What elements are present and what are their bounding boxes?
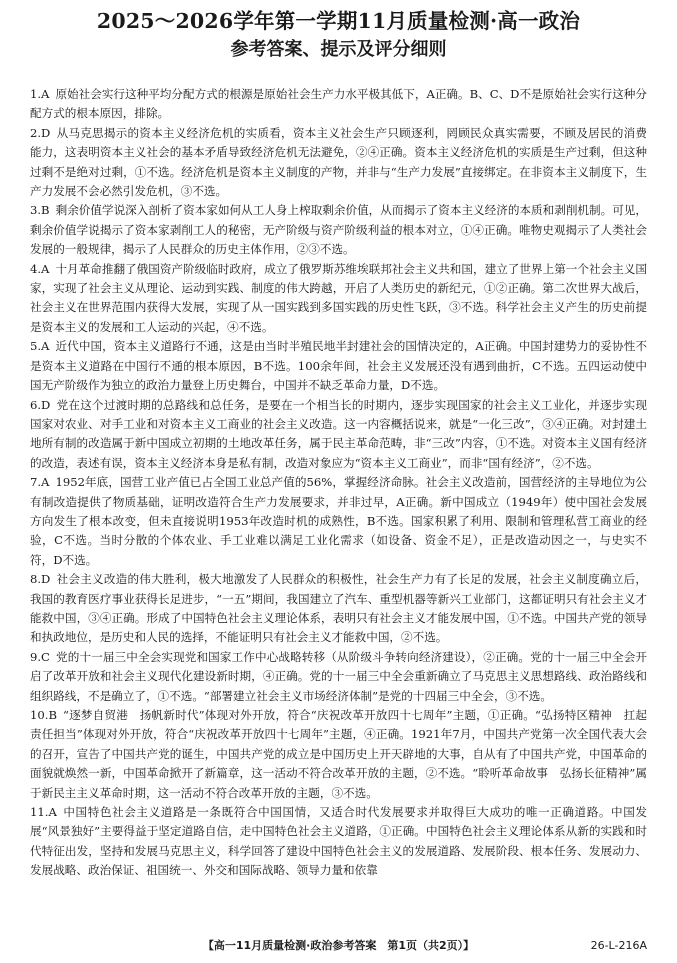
answer-item-6 (30, 396, 647, 474)
answer-item-5 (30, 337, 647, 395)
answer-item-7 (30, 473, 647, 570)
answer-item-1 (30, 85, 647, 124)
answer-item-2 (30, 124, 647, 202)
answer-item-3 (30, 201, 647, 259)
question-number: 6.D (30, 397, 51, 412)
footer-page-info: 【高一11月质量检测·政治参考答案 第1页（共2页）】 (202, 939, 475, 952)
question-number: 7.A (30, 475, 50, 490)
answer-explanation: 1952年底，国营工业产值已占全国工业总产值的56%，掌握经济命脉。社会主义改造前，国营经济的主导地位为公有制改造提供了物质基础，证明改造符合生产力发展要求，并非过早，A正确。新中国成立（1949年）使中国社会发展方向发生了根本改变，但未直接说明1953年改造时机的成熟性，B不选。国家积累了利用、限制和管理私营工商业的经验，C不选。当时分散的个体农业、手工业难以满足工业化需求（如设备、资金不足），正是改造动因之一，与史实不符，D不选。 (30, 475, 647, 567)
answer-explanation: 党的十一届三中全会实现党和国家工作中心战略转移（从阶级斗争转向经济建设），②正确。党的十一届三中全会开启了改革开放和社会主义现代化建设新时期，④正确。党的十一届三中全会重新确立了马克思主义思想路线、政治路线和组织路线，不是确立了，①不选。“部署建立社会主义市场经济体制”是党的十四届三中全会，③不选。 (30, 649, 647, 703)
question-number: 10.B (30, 708, 57, 722)
answer-item-9 (30, 648, 647, 706)
answer-item-11 (30, 803, 647, 881)
page-title: 2025～2026学年第一学期11月质量检测·高一政治 (96, 9, 581, 33)
answer-explanation: 原始社会实行这种平均分配方式的根源是原始社会生产力水平极其低下，A正确。B、C、D不是原始社会实行这种分配方式的根本原因，排除。 (30, 87, 647, 121)
question-number: 2.D (30, 125, 51, 140)
answer-item-4 (30, 260, 647, 338)
question-number: 4.A (30, 261, 50, 276)
question-number: 3.B (30, 203, 50, 218)
answer-explanation: “逐梦自贸港 扬帆新时代”体现对外开放，符合“庆祝改革开放四十七周年”主题，①正确。“弘扬特区精神 扛起责任担当”体现对外开放，符合“庆祝改革开放四十七周年”主题，④正确。1921年7月，中国共产党第一次全国代表大会的召开，宣告了中国共产党的诞生，中国共产党的成立是中国历史上开天辟地的大事，自从有了中国共产党，中国革命的面貌就焕然一新，中国革命掀开了新篇章，这一活动不符合改革开放的主题，②不选。“聆听革命故事 弘扬长征精神”属于新民主主义革命时期，这一活动不符合改革开放的主题，③不选。 (30, 708, 647, 800)
page-subtitle: 参考答案、提示及评分细则 (230, 39, 447, 60)
answer-explanation: 近代中国，资本主义道路行不通，这是由当时半殖民地半封建社会的国情决定的，A正确。中国封建势力的妥协性不是资本主义道路在中国行不通的根本原因，B不选。100余年间，社会主义发展还没有遇到曲折，C不选。五四运动使中国无产阶级作为独立的政治力量登上历史舞台，中国并不缺乏革命力量，D不选。 (30, 339, 647, 393)
answer-explanation: 中国特色社会主义道路是一条既符合中国国情，又适合时代发展要求并取得巨大成功的唯一正确道路。中国发展“风景独好”主要得益于坚定道路自信，走中国特色社会主义道路，①正确。中国特色社会主义理论体系从新的实践和时代特征出发，坚持和发展马克思主义，科学回答了建设中国特色社会主义的发展道路、发展阶段、根本任务、发展动力、发展战略、政治保证、祖国统一、外交和国际战略、领导力量和依靠 (30, 805, 647, 878)
page-footer (30, 937, 647, 955)
answer-explanation: 社会主义改造的伟大胜利，极大地激发了人民群众的积极性，社会生产力有了长足的发展，社会主义制度确立后，我国的教育医疗事业获得长足进步，“一五”期间，我国建立了汽车、重型机器等新兴工业部门，这都证明只有社会主义才能救中国，③④正确。形成了中国特色社会主义理论体系，表明只有社会主义才能发展中国，①不选。中国共产党的领导和执政地位，是历史和人民的选择，不能证明只有社会主义才能救中国，②不选。 (30, 572, 647, 645)
question-number: 9.C (30, 649, 50, 664)
question-number: 8.D (30, 572, 51, 587)
question-number: 11.A (30, 805, 57, 820)
answer-item-8 (30, 570, 647, 648)
answer-item-10 (30, 706, 647, 803)
answer-explanation: 十月革命推翻了俄国资产阶级临时政府，成立了俄罗斯苏维埃联邦社会主义共和国，建立了世界上第一个社会主义国家，实现了社会主义从理论、运动到实践、制度的伟大跨越，开启了人类历史的新纪元，①②正确。第二次世界大战后，社会主义在世界范围内获得大发展，实现了从一国实践到多国实践的历史性飞跃，③不选。科学社会主义产生的历史前提是资本主义的发展和工人运动的兴起，④不选。 (30, 261, 647, 334)
answer-explanation: 从马克思揭示的资本主义经济危机的实质看，资本主义社会生产只顾逐利，罔顾民众真实需要，不顾及居民的消费能力，这表明资本主义社会的基本矛盾导致经济危机无法避免，②④正确。资本主义经济危机的实质是生产过剩，但这种过剩不是绝对过剩，①不选。经济危机是资本主义制度的产物，并非与“生产力发展”直接绑定。在非资本主义制度下，生产力发展不会必然引发危机，③不选。 (30, 125, 647, 199)
question-number: 5.A (30, 339, 50, 354)
answer-explanation: 党在这个过渡时期的总路线和总任务，是要在一个相当长的时期内，逐步实现国家的社会主义工业化，并逐步实现国家对农业、对手工业和对资本主义工商业的社会主义改造。这一内容概括说来，就是“一化三改”，③④正确。对封建土地所有制的改造属于新中国成立初期的土地改革任务，属于民主革命范畴，非“三改”内容，①不选。对资本主义国有经济的改造，表述有误，资本主义经济本身是私有制，改造对象应为“资本主义工商业”，而非“国有经济”，②不选。 (30, 397, 647, 470)
answer-explanation: 剩余价值学说深入剖析了资本家如何从工人身上榨取剩余价值，从而揭示了资本主义经济的本质和剥削机制。可见，剩余价值学说揭示了资本家剥削工人的秘密，无产阶级与资产阶级利益的根本对立，①④正确。唯物史观揭示了人类社会发展的一般规律，揭示了人民群众的历史主体作用，②③不选。 (30, 203, 647, 257)
answer-list (30, 85, 647, 907)
footer-doc-code: 26-L-216A (590, 939, 647, 952)
question-number: 1.A (30, 87, 50, 101)
